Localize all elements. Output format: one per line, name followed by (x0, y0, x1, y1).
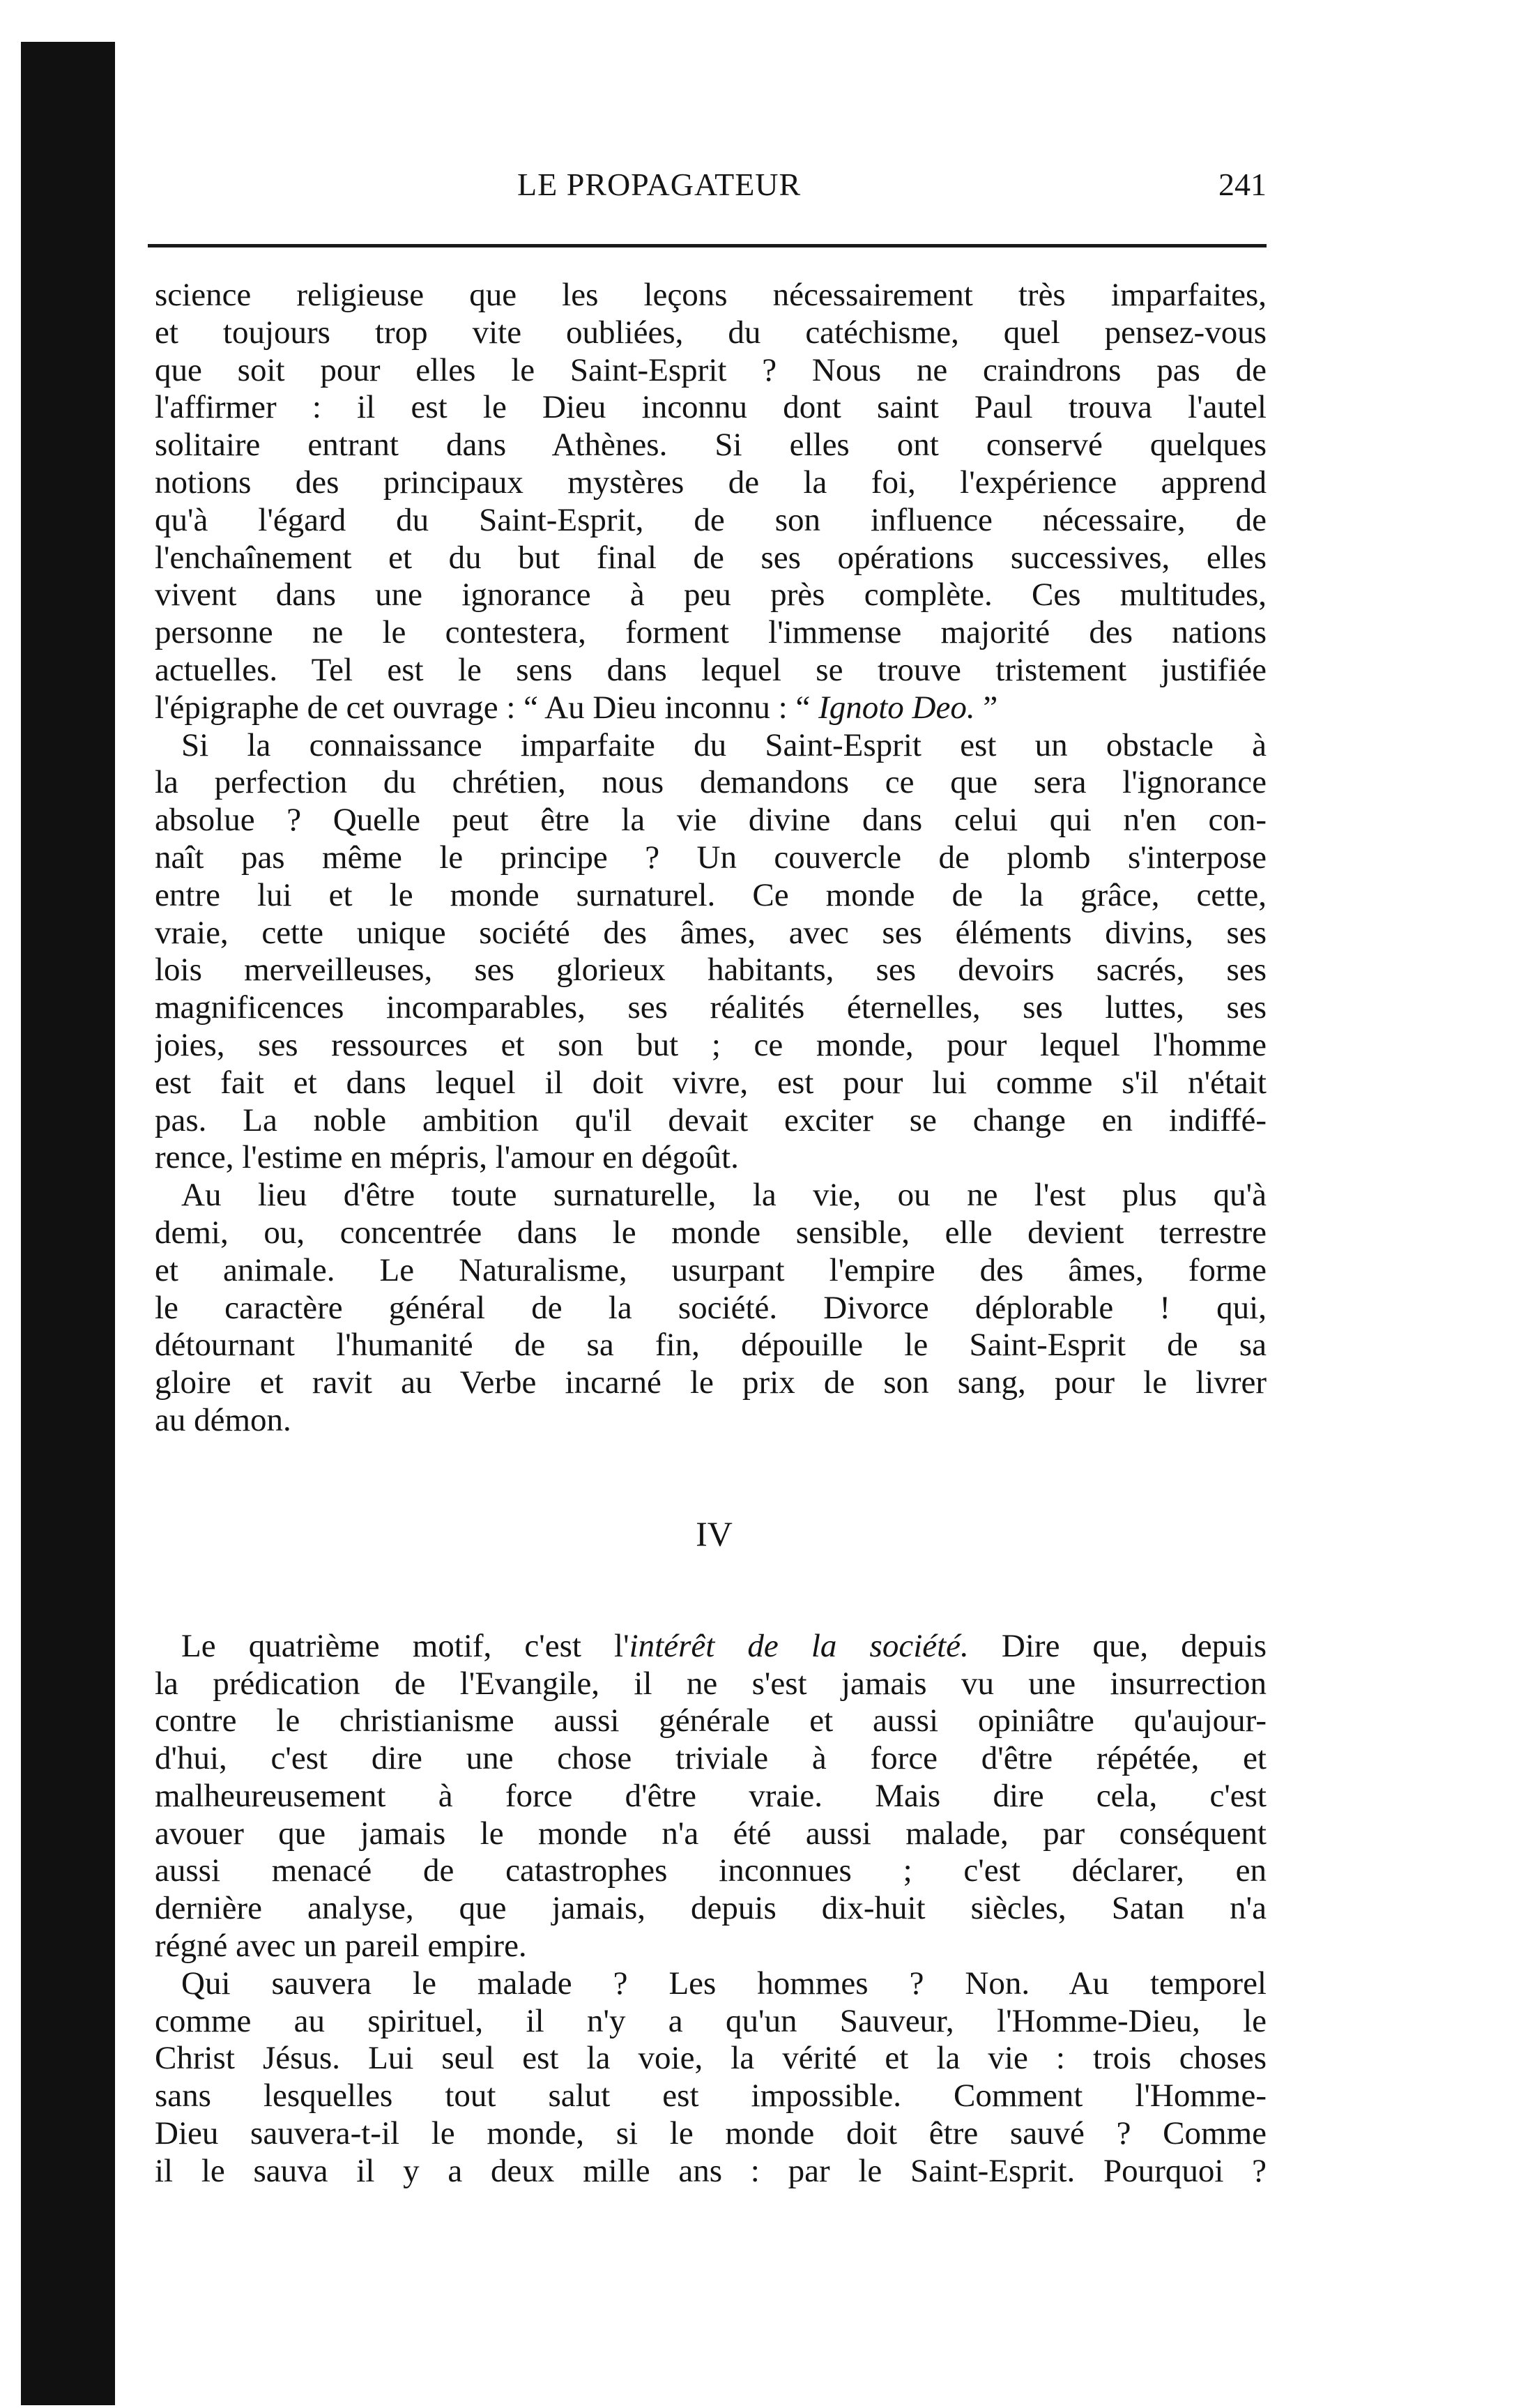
line-text: lois merveilleuses, ses glorieux habitants, ses devoirs sacrés, ses (155, 952, 1267, 989)
text-line (155, 577, 1267, 614)
text-line (155, 1102, 1267, 1140)
line-text: contre le christianisme aussi générale et aussi opiniâtre qu'aujour- (155, 1702, 1267, 1739)
text-line (155, 1890, 1267, 1928)
line-text: la perfection du chrétien, nous demandons ce que sera l'ignorance (155, 764, 1267, 801)
running-title: LE PROPAGATEUR (517, 167, 802, 202)
binding-edge (21, 42, 115, 2405)
text-line (155, 1290, 1267, 1327)
text-line (155, 1702, 1267, 1740)
text-before-section (155, 277, 1267, 1440)
line-text: régné avec un pareil empire. (155, 1928, 527, 1965)
text-line (155, 877, 1267, 915)
text-line (155, 1815, 1267, 1853)
text-line (155, 1065, 1267, 1102)
line-trailing-text: Dire que, depuis (968, 1627, 1267, 1664)
text-line (155, 1214, 1267, 1252)
line-text: aussi menacé de catastrophes inconnues ; c'est déclarer, en (155, 1852, 1267, 1889)
text-line (155, 427, 1267, 464)
line-text: Au lieu d'être toute surnaturelle, la vie, ou ne l'est plus qu'à (181, 1177, 1267, 1214)
line-italic-text: Ignoto Deo. (818, 689, 975, 726)
page-number: 241 (1218, 167, 1267, 202)
text-line (155, 540, 1267, 577)
body-text (155, 277, 1267, 2190)
line-text: il le sauva il y a deux mille ans : par le Saint-Esprit. Pourquoi ? (155, 2152, 1267, 2189)
line-text: que soit pour elles le Saint-Esprit ? Nous ne craindrons pas de (155, 351, 1267, 388)
text-line (155, 389, 1267, 427)
text-line (155, 1177, 1267, 1214)
line-text: actuelles. Tel est le sens dans lequel se trouve tristement justifiée (155, 651, 1267, 688)
text-line (155, 314, 1267, 352)
text-line (155, 1327, 1267, 1364)
text-line (155, 1778, 1267, 1815)
line-text: l'enchaînement et du but final de ses opérations successives, elles (155, 539, 1267, 576)
text-line (155, 1027, 1267, 1065)
line-text: pas. La noble ambition qu'il devait exciter se change en indiffé- (155, 1102, 1267, 1138)
text-line (155, 2153, 1267, 2190)
text-line (155, 839, 1267, 877)
line-text: avouer que jamais le monde n'a été aussi malade, par conséquent (155, 1815, 1267, 1852)
text-after-section (155, 1628, 1267, 2190)
page-header (517, 166, 1267, 215)
line-text: magnificences incomparables, ses réalités éternelles, ses luttes, ses (155, 989, 1267, 1026)
line-text: vivent dans une ignorance à peu près complète. Ces multitudes, (155, 577, 1267, 614)
text-line (155, 614, 1267, 652)
line-text: Dieu sauvera-t-il le monde, si le monde doit être sauvé ? Comme (155, 2115, 1267, 2152)
text-line (155, 2115, 1267, 2153)
text-line (155, 652, 1267, 689)
text-line (155, 1139, 1267, 1177)
line-text: demi, ou, concentrée dans le monde sensible, elle devient terrestre (155, 1214, 1267, 1251)
line-text: joies, ses ressources et son but ; ce monde, pour lequel l'homme (155, 1026, 1267, 1063)
line-text: vraie, cette unique société des âmes, avec ses éléments divins, ses (155, 914, 1267, 951)
text-line (155, 464, 1267, 502)
text-line (155, 352, 1267, 390)
text-line (155, 1928, 1267, 1965)
text-line (155, 1740, 1267, 1778)
line-text: l'affirmer : il est le Dieu inconnu dont saint Paul trouva l'autel (155, 389, 1267, 426)
text-line (155, 689, 1267, 727)
line-text: la prédication de l'Evangile, il ne s'est jamais vu une insurrection (155, 1665, 1267, 1702)
line-text: au démon. (155, 1401, 291, 1438)
line-text: détournant l'humanité de sa fin, dépouille le Saint-Esprit de sa (155, 1327, 1267, 1364)
text-line (155, 1628, 1267, 1666)
line-text: notions des principaux mystères de la foi, l'expérience apprend (155, 464, 1267, 501)
text-line (155, 1965, 1267, 2003)
line-text: solitaire entrant dans Athènes. Si elles ont conservé quelques (155, 427, 1267, 464)
line-text: Si la connaissance imparfaite du Saint-Esprit est un obstacle à (181, 726, 1267, 763)
line-text: et toujours trop vite oubliées, du catéchisme, quel pensez-vous (155, 314, 1267, 351)
text-line (155, 2078, 1267, 2115)
line-italic-text: intérêt de la société. (629, 1627, 969, 1664)
text-line (155, 1666, 1267, 1703)
line-text: l'épigraphe de cet ouvrage : “ Au Dieu inconnu : “ (155, 689, 819, 726)
text-line (155, 1402, 1267, 1440)
line-text: entre lui et le monde surnaturel. Ce monde de la grâce, cette, (155, 876, 1267, 913)
line-text: personne ne le contestera, forment l'immense majorité des nations (155, 614, 1267, 651)
line-text: le caractère général de la société. Divorce déplorable ! qui, (155, 1289, 1267, 1326)
line-text: malheureusement à force d'être vraie. Mais dire cela, c'est (155, 1777, 1267, 1814)
line-text: science religieuse que les leçons nécessairement très imparfaites, (155, 277, 1267, 313)
text-line (155, 802, 1267, 839)
text-line (155, 502, 1267, 540)
line-text: Christ Jésus. Lui seul est la voie, la vérité et la vie : trois choses (155, 2040, 1267, 2077)
text-line (155, 1852, 1267, 1890)
text-line (155, 952, 1267, 989)
line-text: Le quatrième motif, c'est l' (181, 1627, 629, 1664)
line-text: Qui sauvera le malade ? Les hommes ? Non. Au temporel (181, 1965, 1267, 2002)
text-line (155, 2040, 1267, 2078)
section-heading: IV (696, 1514, 733, 1553)
line-text: absolue ? Quelle peut être la vie divine dans celui qui n'en con- (155, 802, 1267, 839)
text-line (155, 915, 1267, 952)
text-line (155, 1252, 1267, 1290)
line-trailing-text: ” (974, 689, 998, 726)
line-text: gloire et ravit au Verbe incarné le prix de son sang, pour le livrer (155, 1364, 1267, 1401)
line-text: est fait et dans lequel il doit vivre, est pour lui comme s'il n'était (155, 1064, 1267, 1101)
line-text: rence, l'estime en mépris, l'amour en dégoût. (155, 1139, 739, 1176)
line-text: naît pas même le principe ? Un couvercle de plomb s'interpose (155, 839, 1267, 876)
text-line (155, 764, 1267, 802)
text-line (155, 1364, 1267, 1402)
line-text: qu'à l'égard du Saint-Esprit, de son influence nécessaire, de (155, 501, 1267, 538)
line-text: comme au spirituel, il n'y a qu'un Sauveur, l'Homme-Dieu, le (155, 2002, 1267, 2039)
line-text: dernière analyse, que jamais, depuis dix-huit siècles, Satan n'a (155, 1890, 1267, 1927)
text-line (155, 989, 1267, 1027)
text-line (155, 727, 1267, 765)
line-text: d'hui, c'est dire une chose triviale à force d'être répétée, et (155, 1740, 1267, 1777)
line-text: sans lesquelles tout salut est impossible. Comment l'Homme- (155, 2078, 1267, 2114)
header-rule (148, 244, 1267, 247)
text-line (155, 2003, 1267, 2041)
text-line (155, 277, 1267, 314)
line-text: et animale. Le Naturalisme, usurpant l'empire des âmes, forme (155, 1251, 1267, 1288)
